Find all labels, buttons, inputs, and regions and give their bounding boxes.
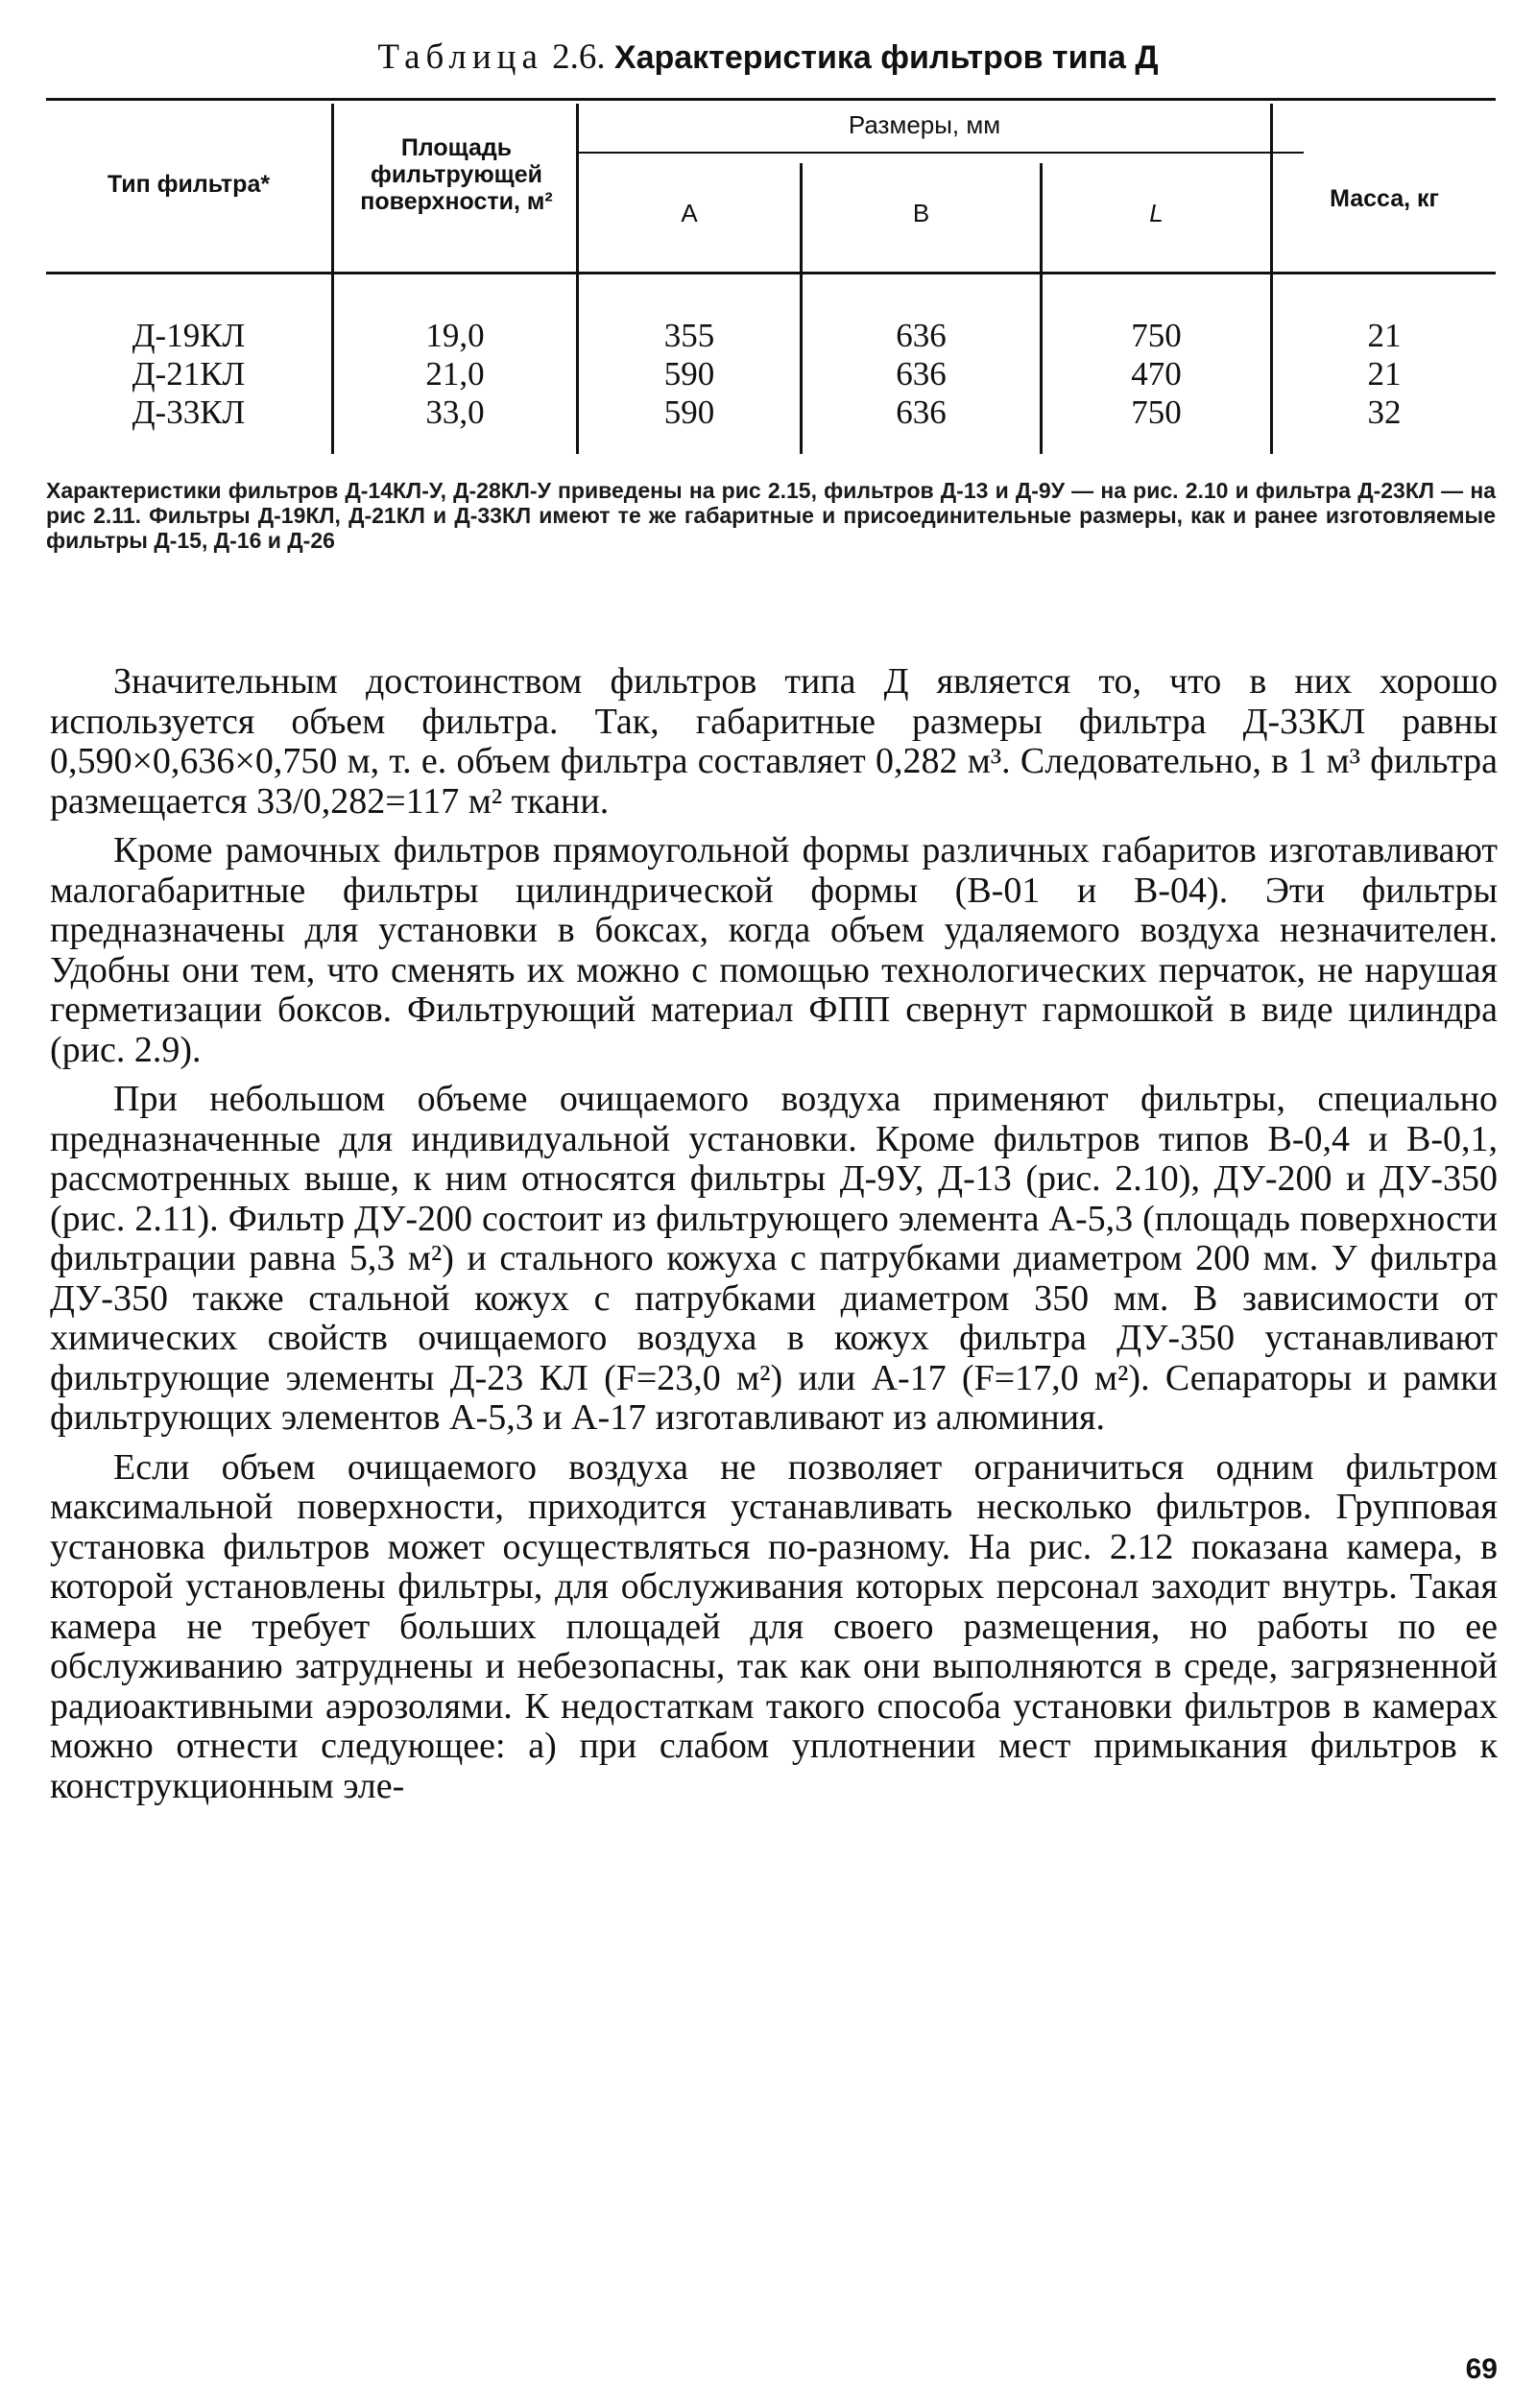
header-dim-b: B — [912, 199, 930, 227]
cell-dim-b: 636 — [896, 317, 947, 354]
table-footnote: Характеристики фильтров Д-14КЛ-У, Д-28КЛ-У приведены на рис 2.15, фильтров Д-13 и Д-9У — на рис. 2.10 и фильтра Д-23КЛ — на рис 2.11. Фильтры Д-19КЛ, Д-21КЛ и Д-33КЛ имеют те же габаритные и присоединительные размеры, как и ранее изготовляемые фильтры Д-15, Д-16 и Д-26 — [46, 478, 1496, 553]
header-area: Площадь фильтрующей поверхности, м² — [360, 134, 553, 215]
table-caption-prefix: Таблица — [377, 37, 543, 77]
table-top-rule — [46, 98, 1496, 101]
header-dimensions: Размеры, мм — [848, 110, 1001, 139]
header-mass: Масса, кг — [1330, 185, 1439, 212]
paragraph: Значительным достоинством фильтров типа Д является то, что в них хорошо используется объем фильтра. Так, габаритные размеры фильтра Д-33КЛ равны 0,590×0,636×0,750 м, т. е. объем фильтра составляет 0,282 м³. Следовательно, в 1 м³ фильтра размещается 33/0,282=117 м² ткани. — [50, 661, 1498, 822]
column-area — [334, 317, 576, 432]
header-dim-a: A — [681, 199, 698, 227]
body-text — [50, 662, 1498, 1816]
cell-area: 19,0 — [425, 317, 485, 354]
table-caption-title: Характеристика фильтров типа Д — [613, 39, 1159, 76]
cell-area: 21,0 — [425, 355, 485, 393]
cell-dim-l: 470 — [1131, 355, 1182, 393]
column-dim-l — [1043, 317, 1270, 432]
cell-type: Д-19КЛ — [132, 317, 246, 354]
header-type: Тип фильтра* — [107, 171, 271, 198]
cell-dim-b: 636 — [896, 355, 947, 393]
cell-type: Д-33КЛ — [132, 393, 246, 431]
column-dim-a — [579, 317, 800, 432]
cell-dim-l: 750 — [1131, 393, 1182, 431]
column-dim-b — [803, 317, 1040, 432]
table-header-rule — [46, 272, 1496, 274]
paragraph: Кроме рамочных фильтров прямоугольной формы различных габаритов изготавливают малогабаритные фильтры цилиндрической формы (В-01 и В-04). Эти фильтры предназначены для установки в боксах, когда объем удаляемого воздуха незначителен. Удобны они тем, что сменять их можно с помощью технологических перчаток, не нарушая герметизации боксов. Фильтрующий материал ФПП свернут гармошкой в виде цилиндра (рис. 2.9). — [50, 830, 1498, 1070]
column-type — [46, 317, 331, 432]
page-number: 69 — [1465, 2353, 1498, 2385]
cell-mass: 21 — [1367, 355, 1402, 393]
cell-dim-a: 355 — [663, 317, 715, 354]
paragraph: Если объем очищаемого воздуха не позволяет ограничиться одним фильтром максимальной поверхности, приходится устанавливать несколько фильтров. Групповая установка фильтров может осуществляться по-разному. На рис. 2.12 показана камера, в которой установлены фильтры, для обслуживания которых персонал заходит внутрь. Такая камера не требует больших площадей для своего размещения, но работы по ее обслуживанию затруднены и небезопасны, так как они выполняются в среде, загрязненной радиоактивными аэрозолями. К недостаткам такого способа установки фильтров в камерах можно отнести следующее: а) при слабом уплотнении мест примыкания фильтров к конструкционным эле- — [50, 1446, 1498, 1806]
cell-dim-a: 590 — [663, 393, 715, 431]
cell-dim-l: 750 — [1131, 317, 1182, 354]
paragraph: При небольшом объеме очищаемого воздуха применяют фильтры, специально предназначенные для индивидуальной установки. Кроме фильтров типов В-0,4 и В-0,1, рассмотренных выше, к ним относятся фильтры Д-9У, Д-13 (рис. 2.10), ДУ-200 и ДУ-350 (рис. 2.11). Фильтр ДУ-200 состоит из фильтрующего элемента А-5,3 (площадь поверхности фильтрации равна 5,3 м²) и стального кожуха с патрубками диаметром 200 мм. У фильтра ДУ-350 также стальной кожух с патрубками диаметром 350 мм. В зависимости от химических свойств очищаемого воздуха в кожух фильтра ДУ-350 устанавливают фильтрующие элементы Д-23 КЛ (F=23,0 м²) или А-17 (F=17,0 м²). Сепараторы и рамки фильтрующих элементов А-5,3 и А-17 изготавливают из алюминия. — [50, 1079, 1498, 1438]
table-caption — [0, 36, 1536, 78]
filter-table — [46, 96, 1496, 456]
cell-mass: 21 — [1367, 317, 1402, 354]
cell-type: Д-21КЛ — [132, 355, 246, 393]
table-caption-number: 2.6. — [542, 37, 614, 77]
header-dim-l: L — [1149, 199, 1164, 227]
column-mass — [1273, 317, 1496, 432]
dims-subheader-rule — [579, 152, 1304, 154]
cell-area: 33,0 — [425, 393, 485, 431]
cell-dim-a: 590 — [663, 355, 715, 393]
cell-dim-b: 636 — [896, 393, 947, 431]
cell-mass: 32 — [1367, 393, 1402, 431]
